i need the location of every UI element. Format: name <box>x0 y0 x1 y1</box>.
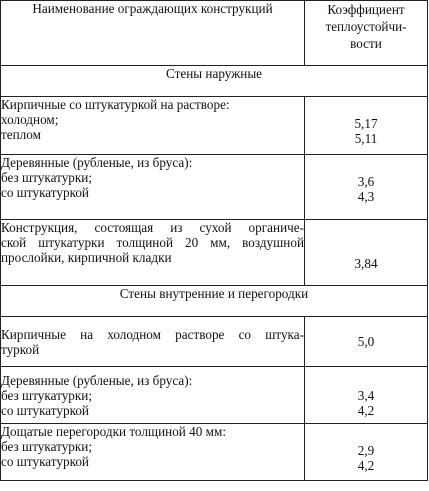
construction-line: Кирпичные на холодном растворе со штука- <box>1 327 304 342</box>
construction-line: Деревянные (рубленые, из бруса): <box>1 155 193 170</box>
construction-cell <box>1 424 305 481</box>
coefficient-value: 3,4 <box>357 388 375 403</box>
construction-cell <box>1 220 305 286</box>
table-header-row <box>1 1 428 66</box>
coefficient-cell <box>305 317 428 367</box>
coefficient-value: 4,2 <box>357 403 375 418</box>
construction-line: со штукатуркой <box>1 454 89 469</box>
table-row <box>1 367 428 424</box>
construction-line: теплом <box>1 127 41 142</box>
coefficient-value: 5,11 <box>354 131 378 146</box>
construction-cell <box>1 97 305 155</box>
construction-cell <box>1 155 305 220</box>
section-title: Стены наружные <box>1 66 428 97</box>
construction-line: холодном; <box>1 112 59 127</box>
header-construction-name: Наименование ограждающих конструкций <box>1 1 305 66</box>
coefficient-cell <box>305 367 428 424</box>
table-row <box>1 220 428 286</box>
table-row <box>1 424 428 481</box>
coefficient-value: 3,6 <box>357 174 375 189</box>
construction-cell <box>1 367 305 424</box>
construction-line: ской штукатурки толщиной 20 мм, воздушной <box>1 235 304 250</box>
construction-line: без штукатурки; <box>1 170 93 185</box>
coefficient-value: 4,2 <box>357 458 375 473</box>
construction-line: Конструкция, состоящая из сухой органиче- <box>1 220 304 235</box>
coefficient-cell <box>305 97 428 155</box>
section-title: Стены внутренние и перегородки <box>1 286 428 317</box>
table-row <box>1 97 428 155</box>
construction-line: со штукатуркой <box>1 403 89 418</box>
coefficient-value: 2,9 <box>357 443 375 458</box>
coefficient-value: 5,17 <box>354 116 378 131</box>
construction-line: Деревянные (рубленые, из бруса): <box>1 373 193 388</box>
construction-line: со штукатуркой <box>1 185 89 200</box>
coefficient-cell <box>305 424 428 481</box>
construction-line: Кирпичные со штукатуркой на растворе: <box>1 97 230 112</box>
coefficient-value: 3,84 <box>354 256 378 271</box>
coefficient-value: 4,3 <box>357 189 375 204</box>
table-row <box>1 155 428 220</box>
construction-line: Дощатые перегородки толщиной 40 мм: <box>1 424 226 439</box>
construction-line: прослойки, кирпичной кладки <box>1 250 172 265</box>
coefficient-cell <box>305 155 428 220</box>
table-row <box>1 317 428 367</box>
header-coefficient-line: теплоустойчи- <box>325 19 407 34</box>
section-row <box>1 66 428 97</box>
construction-cell <box>1 317 305 367</box>
header-coefficient-line: вости <box>350 36 382 51</box>
header-coefficient <box>305 1 428 66</box>
coefficient-value: 5,0 <box>357 334 375 349</box>
coefficient-cell <box>305 220 428 286</box>
header-coefficient-line: Коэффициент <box>327 2 405 17</box>
construction-line: без штукатурки; <box>1 388 93 403</box>
construction-line: туркой <box>1 342 40 357</box>
construction-line: без штукатурки; <box>1 439 93 454</box>
section-row <box>1 286 428 317</box>
